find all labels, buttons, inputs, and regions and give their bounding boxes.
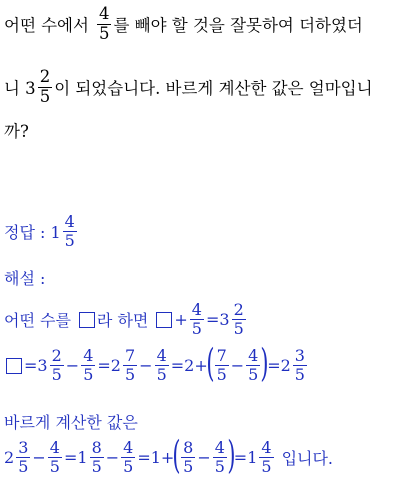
blank-box: [156, 312, 172, 328]
right-paren: ): [227, 433, 236, 478]
fraction: $\frac{4}{5}$: [49, 438, 60, 476]
fraction: $\frac{4}{5}$: [64, 212, 75, 250]
fraction: $\frac{8}{5}$: [183, 438, 194, 476]
fraction: $\frac{8}{5}$: [91, 438, 102, 476]
solution-line-1: 어떤 수를 라 하면 + $\frac{4}{5}$ =3 $\frac{2}{5}$: [4, 300, 244, 338]
fraction: $\frac{4}{5}$: [83, 346, 94, 384]
fraction: $\frac{7}{5}$: [124, 346, 136, 384]
fraction: $\frac{2}{5}$: [233, 300, 244, 338]
solution-label: [4, 266, 45, 289]
fraction: $\frac{7}{5}$: [216, 346, 227, 384]
left-paren: (: [206, 341, 215, 386]
question-line-3: [4, 118, 29, 142]
answer-line: [4, 214, 79, 249]
question-text: 까?: [4, 122, 29, 141]
fraction: $\frac{3}{5}$: [18, 438, 29, 476]
fraction: $\frac{4}{5}$: [123, 438, 134, 476]
fraction: $\frac{4}{5}$: [214, 438, 225, 476]
question-text: 어떤 수에서: [4, 16, 89, 35]
solution-line-4: 2 $\frac{3}{5}$ − $\frac{4}{5}$ =1 $\frac{8}{5}$ − $\frac{4}{5}$ =1+ ( $\frac{8}{5}$ − $\frac{4}{5}$ ) =1 $\frac{4}{5}$ 입니다.: [4, 433, 334, 478]
question-text: 를 빼야 할 것을 잘못하여 더하였더: [113, 16, 363, 35]
answer-label: 정답 : 1: [4, 223, 61, 242]
question-line-2: [4, 69, 373, 105]
fraction: $\frac{4}{5}$: [261, 438, 272, 476]
question-text: 이 되었습니다. 바르게 계산한 값은 얼마입니: [54, 79, 373, 98]
question-text: 니 3: [4, 79, 36, 98]
right-paren: ): [260, 341, 269, 386]
fraction: $\frac{4}{5}$: [156, 346, 167, 384]
fraction: $\frac{4}{5}$: [98, 4, 110, 43]
blank-box: [79, 312, 95, 328]
fraction: $\frac{4}{5}$: [248, 346, 259, 384]
left-paren: (: [172, 433, 181, 478]
solution-line-2: =3 $\frac{2}{5}$ − $\frac{4}{5}$ =2 $\frac{7}{5}$ − $\frac{4}{5}$ =2+ ( $\frac{7}{5}$ − $\frac{4}{5}$ ) =2 $\frac{3}{5}$: [4, 348, 309, 383]
question-line-1: [4, 6, 363, 42]
solution-label-text: 해설 :: [4, 269, 46, 288]
fraction: $\frac{2}{5}$: [39, 67, 51, 106]
fraction: $\frac{2}{5}$: [51, 346, 62, 384]
fraction: $\frac{3}{5}$: [294, 346, 305, 384]
solution-line-3: 바르게 계산한 값은: [4, 413, 138, 432]
blank-box: [6, 358, 22, 374]
fraction: $\frac{4}{5}$: [191, 300, 202, 338]
